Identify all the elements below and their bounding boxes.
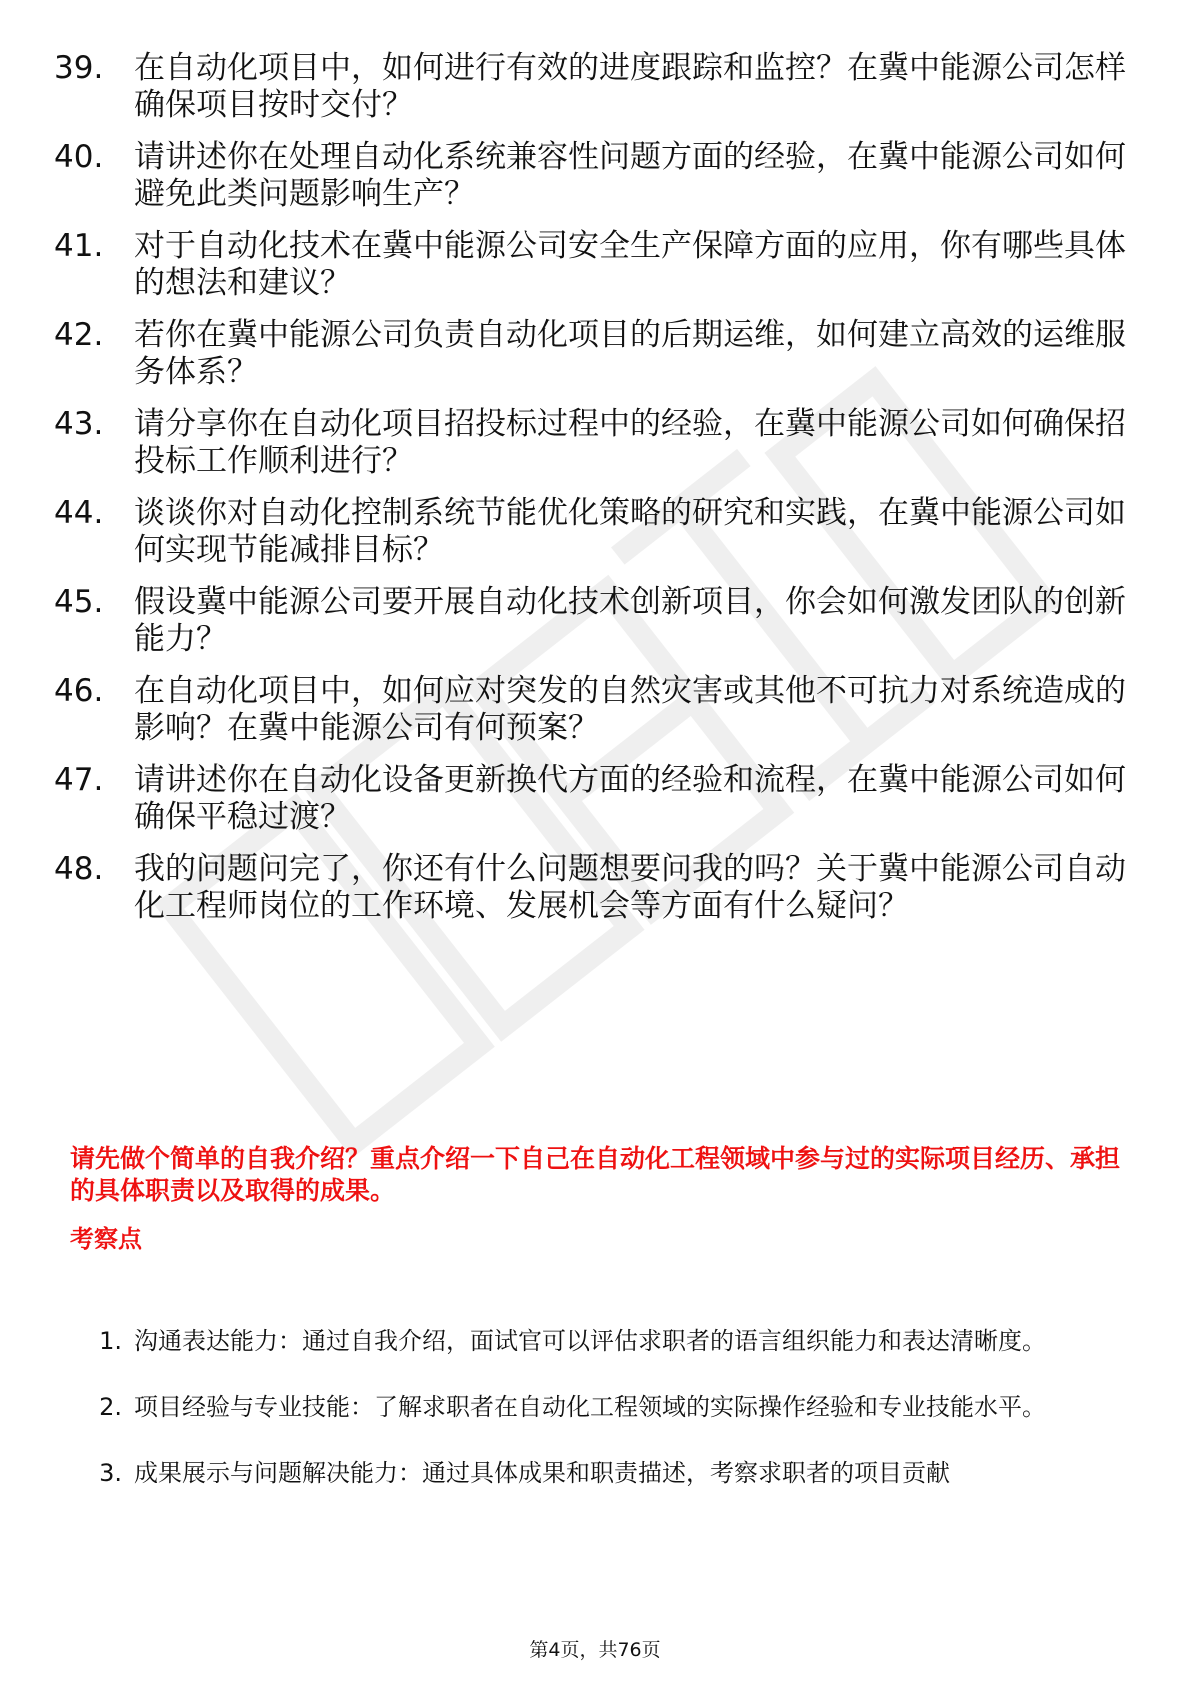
question-item bbox=[54, 673, 1134, 747]
question-item bbox=[54, 495, 1134, 569]
question-number: 47. bbox=[54, 762, 104, 798]
question-text: 在自动化项目中，如何进行有效的进度跟踪和监控？在冀中能源公司怎样确保项目按时交付？ bbox=[134, 50, 1126, 123]
evaluation-point bbox=[80, 1447, 1130, 1499]
question-text: 在自动化项目中，如何应对突发的自然灾害或其他不可抗力对系统造成的影响？在冀中能源公司有何预案？ bbox=[134, 673, 1126, 746]
question-item bbox=[54, 406, 1134, 480]
question-item bbox=[54, 50, 1134, 124]
question-list bbox=[54, 50, 1134, 940]
question-item bbox=[54, 851, 1134, 925]
evaluation-point bbox=[80, 1315, 1130, 1367]
question-number: 48. bbox=[54, 851, 104, 887]
question-item bbox=[54, 139, 1134, 213]
question-number: 45. bbox=[54, 584, 104, 620]
question-text: 我的问题问完了，你还有什么问题想要问我的吗？关于冀中能源公司自动化工程师岗位的工作环境、发展机会等方面有什么疑问？ bbox=[134, 851, 1126, 924]
question-number: 41. bbox=[54, 228, 104, 264]
point-number: 2. bbox=[99, 1393, 122, 1421]
question-number: 44. bbox=[54, 495, 104, 531]
question-text: 假设冀中能源公司要开展自动化技术创新项目，你会如何激发团队的创新能力？ bbox=[134, 584, 1126, 657]
point-number: 3. bbox=[99, 1459, 122, 1487]
section-title: 考察点 bbox=[70, 1225, 142, 1253]
question-number: 43. bbox=[54, 406, 104, 442]
question-text: 若你在冀中能源公司负责自动化项目的后期运维，如何建立高效的运维服务体系？ bbox=[134, 317, 1126, 390]
point-number: 1. bbox=[99, 1327, 122, 1355]
page-footer: 第4页，共76页 bbox=[529, 1639, 661, 1661]
question-item bbox=[54, 228, 1134, 302]
question-number: 42. bbox=[54, 317, 104, 353]
point-text: 沟通表达能力：通过自我介绍，面试官可以评估求职者的语言组织能力和表达清晰度。 bbox=[134, 1327, 1046, 1355]
question-item bbox=[54, 762, 1134, 836]
point-text: 成果展示与问题解决能力：通过具体成果和职责描述，考察求职者的项目贡献 bbox=[134, 1459, 950, 1487]
question-text: 请讲述你在处理自动化系统兼容性问题方面的经验，在冀中能源公司如何避免此类问题影响生产？ bbox=[134, 139, 1126, 212]
question-text: 对于自动化技术在冀中能源公司安全生产保障方面的应用，你有哪些具体的想法和建议？ bbox=[134, 228, 1126, 301]
question-text: 请讲述你在自动化设备更新换代方面的经验和流程，在冀中能源公司如何确保平稳过渡？ bbox=[134, 762, 1126, 835]
point-text: 项目经验与专业技能：了解求职者在自动化工程领域的实际操作经验和专业技能水平。 bbox=[134, 1393, 1046, 1421]
highlight-question: 请先做个简单的自我介绍？重点介绍一下自己在自动化工程领域中参与过的实际项目经历、承担的具体职责以及取得的成果。 bbox=[70, 1144, 1121, 1205]
evaluation-point-list bbox=[80, 1315, 1130, 1513]
question-item bbox=[54, 584, 1134, 658]
question-number: 39. bbox=[54, 50, 104, 86]
question-text: 谈谈你对自动化控制系统节能优化策略的研究和实践，在冀中能源公司如何实现节能减排目标？ bbox=[134, 495, 1126, 568]
question-text: 请分享你在自动化项目招投标过程中的经验，在冀中能源公司如何确保招投标工作顺利进行？ bbox=[134, 406, 1126, 479]
question-number: 46. bbox=[54, 673, 104, 709]
evaluation-point bbox=[80, 1381, 1130, 1433]
question-item bbox=[54, 317, 1134, 391]
question-number: 40. bbox=[54, 139, 104, 175]
